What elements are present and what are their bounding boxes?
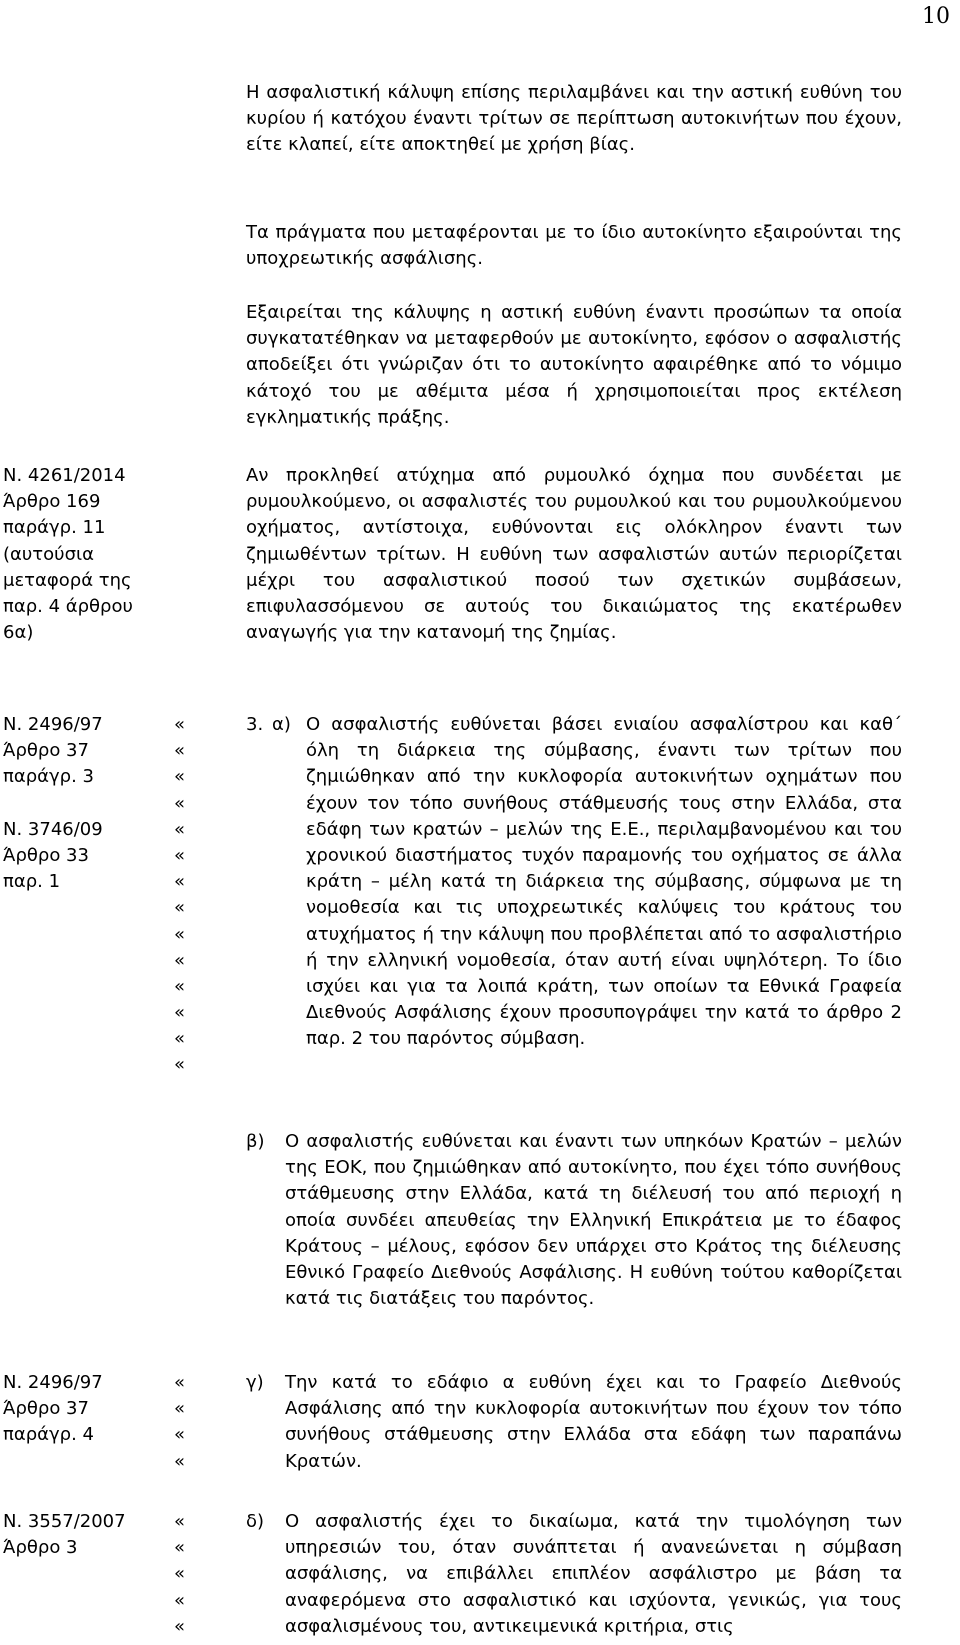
side-note-line: Άρθρο 3 — [3, 1537, 78, 1559]
quote-mark: « — [174, 818, 186, 840]
side-note-line: (αυτούσια — [3, 543, 94, 565]
quote-mark: « — [174, 923, 186, 945]
side-note-line: Άρθρο 169 — [3, 491, 101, 513]
side-note-line: Ν. 2496/97 — [3, 1372, 103, 1393]
section-number: 3. — [246, 714, 264, 735]
quote-marks-d — [174, 1509, 194, 1640]
side-note-line: παράγρ. 4 — [3, 1424, 94, 1446]
quote-mark: « — [174, 1537, 186, 1559]
item-text-b: Ο ασφαλιστής ευθύνεται και έναντι των υπηκόων Κρατών – μελών της ΕΟΚ, που ζημιώθηκαν από αυτοκίνητο, που έχει τόπο συνήθους στάθμευσης στην Ελλάδα, κατά τη διέλευσή του από περιοχή η οποία συνδέει απευθείας την Ελληνική Επικράτεια με το έδαφος Κράτους – μέλους, εφόσον δεν υπάρχει στο Κράτος της διέλευσης Εθνικό Γραφείο Διεθνούς Ασφάλισης. Η ευθύνη τούτου καθορίζεται κατά τις διατάξεις του παρόντος. — [285, 1131, 902, 1310]
side-note-item-c — [3, 1370, 153, 1449]
quote-mark: « — [174, 1450, 186, 1472]
page-number: 10 — [922, 4, 950, 29]
paragraph-stolen-vehicles: Η ασφαλιστική κάλυψη επίσης περιλαμβάνει και την αστική ευθύνη του κυρίου ή κατόχου έναντι τρίτων σε περίπτωση αυτοκινήτων που έχουν, είτε κλαπεί, είτε αποκτηθεί με χρήση βίας. — [246, 82, 902, 156]
item-text-a: Ο ασφαλιστής ευθύνεται βάσει ενιαίου ασφαλίστρου και καθ΄ όλη τη διάρκεια της σύμβασης, έναντι των τρίτων που ζημιώθηκαν από την κυκλοφορία αυτοκινήτων οχημάτων που έχουν τον τόπο συνήθους στάθμευσής τους στην Ελλάδα, στα εδάφη των κρατών – μελών της Ε.Ε., περιλαμβανομένου και του χρονικού διαστήματος τυχόν παραμονής του οχήματος σε άλλα κράτη – μέλη κατά τη διάρκεια της σύμβασης, σύμφωνα με τη νομοθεσία και τις υποχρεωτικές καλύψεις του κράτους του ατυχήματος ή την κάλυψη που προβλέπεται από το ασφαλιστήριο ή την ελληνική νομοθεσία, όταν αυτή είναι υψηλότερη. Το ίδιο ισχύει και για τα λοιπά κράτη, των οποίων τα Εθνικά Γραφεία Διεθνούς Ασφάλισης έχουν προσυπογράψει την κατά το άρθρο 2 παρ. 2 του παρόντος σύμβαση. — [306, 714, 902, 1050]
quote-mark: « — [174, 1589, 186, 1611]
side-note-line: παρ. 4 άρθρου — [3, 596, 133, 618]
quote-mark: « — [174, 1615, 186, 1637]
item-text-d: Ο ασφαλιστής έχει το δικαίωμα, κατά την τιμολόγηση των υπηρεσιών του, όταν συνάπτεται ή ανανεώνεται η σύμβαση ασφάλισης, να επιβάλλει επιπλέον ασφάλιστρο με βάση τα αναφερόμενα στο ασφαλιστικό και ισχύοντα, γενικώς, για τους ασφαλισμένους του, αντικειμενικά κριτήρια, στις — [285, 1511, 902, 1637]
side-note-line: μεταφορά της — [3, 569, 132, 591]
side-note-section3 — [3, 712, 153, 895]
side-note-line: παράγρ. 11 — [3, 517, 106, 539]
quote-mark: « — [174, 871, 186, 893]
side-note-line: Άρθρο 37 — [3, 1398, 89, 1420]
side-note-spacer — [3, 791, 153, 817]
quote-mark: « — [174, 1054, 186, 1076]
paragraph-transported-goods: Τα πράγματα που μεταφέρονται με το ίδιο αυτοκίνητο εξαιρούνται της υποχρεωτικής ασφάλισης. — [246, 222, 902, 270]
quote-mark: « — [174, 714, 186, 735]
side-note-line: Ν. 2496/97 — [3, 714, 103, 735]
item-letter-c: γ) — [246, 1372, 264, 1393]
side-note-line: παράγρ. 3 — [3, 766, 94, 788]
quote-mark: « — [174, 844, 186, 866]
side-note-trailer — [3, 463, 153, 646]
paragraph-passenger-exclusion: Εξαιρείται της κάλυψης η αστική ευθύνη έναντι προσώπων τα οποία συγκατατέθηκαν να μεταφερθούν με αυτοκίνητο, εφόσον ο ασφαλιστής αποδείξει ότι γνώριζαν ότι το αυτοκίνητο αφαιρέθηκε από το νόμιμο κάτοχό του με αθέμιτα μέσα ή χρησιμοποιείται προς εκτέλεση εγκληματικής πράξης. — [246, 302, 902, 428]
quote-mark: « — [174, 766, 186, 788]
quote-mark: « — [174, 1028, 186, 1050]
quote-mark: « — [174, 897, 186, 919]
quote-mark: « — [174, 1424, 186, 1446]
item-letter-d: δ) — [246, 1511, 265, 1532]
quote-mark: « — [174, 949, 186, 971]
side-note-line: παρ. 1 — [3, 871, 61, 893]
side-note-line: Ν. 3746/09 — [3, 818, 103, 840]
side-note-line: Ν. 3557/2007 — [3, 1511, 126, 1532]
quote-mark: « — [174, 792, 186, 814]
item-letter-a: α) — [272, 714, 291, 735]
quote-mark: « — [174, 740, 186, 762]
side-note-line: Άρθρο 37 — [3, 740, 89, 762]
item-letter-b: β) — [246, 1131, 265, 1152]
side-note-item-d — [3, 1509, 153, 1561]
quote-mark: « — [174, 975, 186, 997]
quote-marks-a — [174, 712, 194, 1079]
quote-mark: « — [174, 1511, 186, 1532]
side-note-line: 6α) — [3, 622, 34, 644]
side-note-line: Άρθρο 33 — [3, 845, 89, 866]
quote-mark: « — [174, 1002, 186, 1024]
paragraph-trailer-liability: Αν προκληθεί ατύχημα από ρυμουλκό όχημα που συνδέεται με ρυμουλκούμενο, οι ασφαλιστές του ρυμουλκού και του ρυμουλκούμενου οχήματος, αντίστοιχα, ευθύνονται εις ολόκληρον έναντι των ζημιωθέντων τρίτων. Η ευθύνη των ασφαλιστών αυτών περιορίζεται μέχρι του ασφαλιστικού ποσού των σχετικών συμβάσεων, επιφυλασσόμενου σε αυτούς του δικαιώματος της εκατέρωθεν αναγωγής για την κατανομή της ζημίας. — [246, 465, 902, 644]
side-note-line: Ν. 4261/2014 — [3, 465, 126, 486]
quote-mark: « — [174, 1398, 186, 1420]
quote-marks-c — [174, 1370, 194, 1475]
quote-mark: « — [174, 1563, 186, 1585]
quote-mark: « — [174, 1372, 186, 1393]
item-text-c: Την κατά το εδάφιο α ευθύνη έχει και το Γραφείο Διεθνούς Ασφάλισης από την κυκλοφορία αυτοκινήτων που έχουν τον τόπο συνήθους στάθμευσης στην Ελλάδα στα εδάφη των παραπάνω Κρατών. — [285, 1372, 902, 1472]
